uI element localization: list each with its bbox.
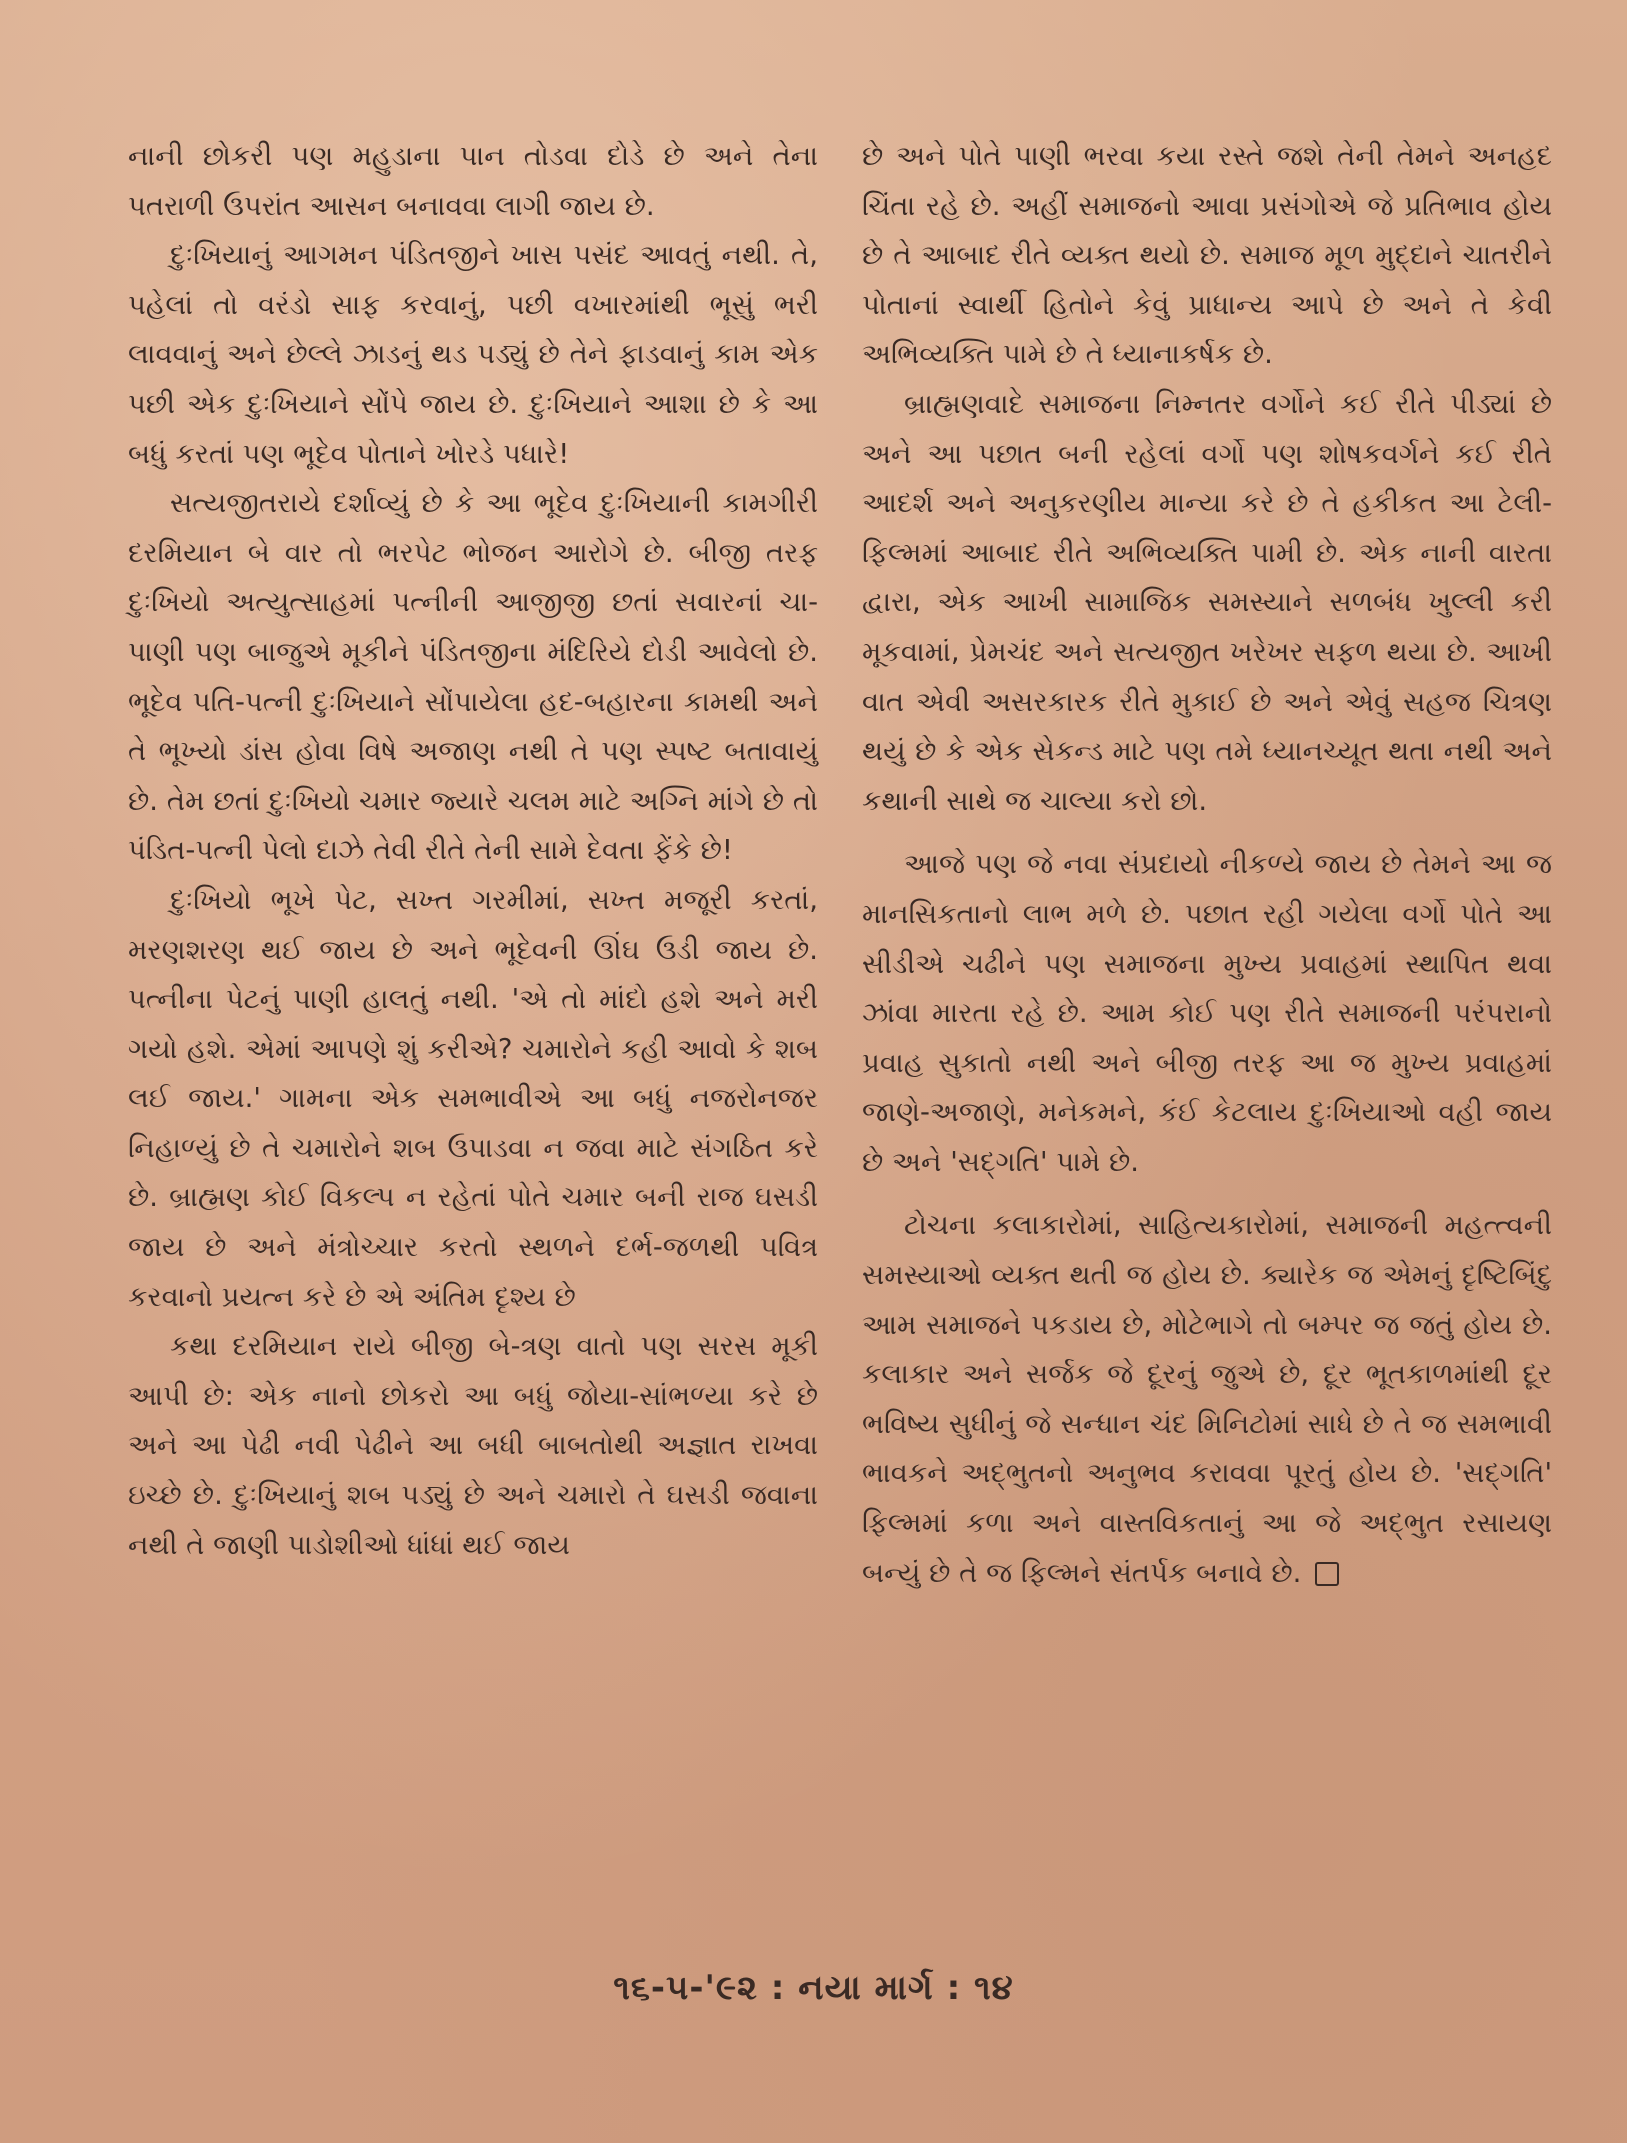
paragraph: બ્રાહ્મણવાદે સમાજના નિમ્નતર વર્ગોને કઈ રીતે પીડ્યાં છે અને આ પછાત બની રહેલાં વર્ગો પણ શોષકવર્ગને કઈ રીતે આદર્શ અને અનુકરણીય માન્યા કરે છે તે હકીકત આ ટેલી-ફિલ્મમાં આબાદ રીતે અભિવ્યક્તિ પામી છે. એક નાની વારતા દ્વારા, એક આખી સામાજિક સમસ્યાને સળબંધ ખુલ્લી કરી મૂકવામાં, પ્રેમચંદ અને સત્યજીત ખરેખર સફળ થયા છે. આખી વાત એવી અસરકારક રીતે મુકાઈ છે અને એવું સહજ ચિત્રણ થયું છે કે એક સેકન્ડ માટે પણ તમે ધ્યાનચ્યૂત થતા નથી અને કથાની સાથે જ ચાલ્યા કરો છો. — [862, 387, 1552, 817]
left-column — [128, 132, 818, 1570]
paragraph: નાની છોકરી પણ મહુડાના પાન તોડવા દોડે છે અને તેના પતરાળી ઉપરાંત આસન બનાવવા લાગી જાય છે. — [128, 140, 818, 222]
paragraph: કથા દરમિયાન રાયે બીજી બે-ત્રણ વાતો પણ સરસ મૂકી આપી છે: એક નાનો છોકરો આ બધું જોયા-સાંભળ્યા કરે છે અને આ પેઢી નવી પેઢીને આ બધી બાબતોથી અજ્ઞાત રાખવા ઇચ્છે છે. દુઃખિયાનું શબ પડ્યું છે અને ચમારો તે ઘસડી જવાના નથી તે જાણી પાડોશીઓ ધાંધાં થઈ જાય — [128, 1330, 818, 1561]
right-column — [862, 132, 1552, 1598]
paragraph: દુઃખિયાનું આગમન પંડિતજીને ખાસ પસંદ આવતું નથી. તે, પહેલાં તો વરંડો સાફ કરવાનું, પછી વખારમાંથી ભૂસું ભરી લાવવાનું અને છેલ્લે ઝાડનું થડ પડ્યું છે તેને ફાડવાનું કામ એક પછી એક દુઃખિયાને સોંપે જાય છે. દુઃખિયાને આશા છે કે આ બધું કરતાં પણ ભૂદેવ પોતાને ખોરડે પધારે! — [128, 239, 818, 470]
end-of-article-mark — [1315, 1562, 1339, 1586]
paragraph: છે અને પોતે પાણી ભરવા કયા રસ્તે જશે તેની તેમને અનહદ ચિંતા રહે છે. અહીં સમાજનો આવા પ્રસંગોએ જે પ્રતિભાવ હોય છે તે આબાદ રીતે વ્યક્ત થયો છે. સમાજ મૂળ મુદ્દાને ચાતરીને પોતાનાં સ્વાર્થી હિતોને કેવું પ્રાધાન્ય આપે છે અને તે કેવી અભિવ્યક્તિ પામે છે તે ધ્યાનાકર્ષક છે. — [862, 140, 1552, 371]
paragraph: આજે પણ જે નવા સંપ્રદાયો નીકળ્યે જાય છે તેમને આ જ માનસિકતાનો લાભ મળે છે. પછાત રહી ગયેલા વર્ગો પોતે આ સીડીએ ચઢીને પણ સમાજના મુખ્ય પ્રવાહમાં સ્થાપિત થવા ઝાંવા મારતા રહે છે. આમ કોઈ પણ રીતે સમાજની પરંપરાનો પ્રવાહ સુકાતો નથી અને બીજી તરફ આ જ મુખ્ય પ્રવાહમાં જાણે-અજાણે, મનેકમને, કંઈ કેટલાય દુઃખિયાઓ વહી જાય છે અને 'સદ્ગતિ' પામે છે. — [862, 848, 1552, 1178]
paragraph: દુઃખિયો ભૂખે પેટ, સખ્ત ગરમીમાં, સખ્ત મજૂરી કરતાં, મરણશરણ થઈ જાય છે અને ભૂદેવની ઊંઘ ઉડી જાય છે. પત્નીના પેટનું પાણી હાલતું નથી. 'એ તો માંદો હશે અને મરી ગયો હશે. એમાં આપણે શું કરીએ? ચમારોને કહી આવો કે શબ લઈ જાય.' ગામના એક સમભાવીએ આ બધું નજરોનજર નિહાળ્યું છે તે ચમારોને શબ ઉપાડવા ન જવા માટે સંગઠિત કરે છે. બ્રાહ્મણ કોઈ વિકલ્પ ન રહેતાં પોતે ચમાર બની રાજ ઘસડી જાય છે અને મંત્રોચ્ચાર કરતો સ્થળને દર્ભ-જળથી પવિત્ર કરવાનો પ્રયત્ન કરે છે એ અંતિમ દૃશ્ય છે — [128, 883, 818, 1313]
page-footer: ૧૬-૫-'૯૨ : નયા માર્ગ : ૧૪ — [613, 1968, 1014, 2008]
paragraph-text: ટોચના કલાકારોમાં, સાહિત્યકારોમાં, સમાજની મહત્ત્વની સમસ્યાઓ વ્યક્ત થતી જ હોય છે. ક્યારેક જ એમનું દૃષ્ટિબિંદુ આમ સમાજને પકડાય છે, મોટેભાગે તો બમ્પર જ જતું હોય છે. કલાકાર અને સર્જક જે દૂરનું જુએ છે, દૂર ભૂતકાળમાંથી દૂર ભવિષ્ય સુધીનું જે સન્ધાન ચંદ મિનિટોમાં સાધે છે તે જ સમભાવી ભાવકને અદ્ભુતનો અનુભવ કરાવવા પૂરતું હોય છે. 'સદ્ગતિ' ફિલ્મમાં કળા અને વાસ્તવિકતાનું આ જે અદ્ભુત રસાયણ બન્યું છે તે જ ફિલ્મને સંતર્પક બનાવે છે. — [862, 1209, 1552, 1589]
paragraph: સત્યજીતરાયે દર્શાવ્યું છે કે આ ભૂદેવ દુઃખિયાની કામગીરી દરમિયાન બે વાર તો ભરપેટ ભોજન આરોગે છે. બીજી તરફ દુઃખિયો અત્યુત્સાહમાં પત્નીની આજીજી છતાં સવારનાં ચા-પાણી પણ બાજુએ મૂકીને પંડિતજીના મંદિરિયે દોડી આવેલો છે. ભૂદેવ પતિ-પત્ની દુઃખિયાને સોંપાયેલા હદ-બહારના કામથી અને તે ભૂખ્યો ડાંસ હોવા વિષે અજાણ નથી તે પણ સ્પષ્ટ બતાવાયું છે. તેમ છતાં દુઃખિયો ચમાર જ્યારે ચલમ માટે અગ્નિ માંગે છે તો પંડિત-પત્ની પેલો દાઝે તેવી રીતે તેની સામે દેવતા ફેંકે છે! — [128, 487, 818, 867]
paragraph — [862, 1201, 1552, 1598]
